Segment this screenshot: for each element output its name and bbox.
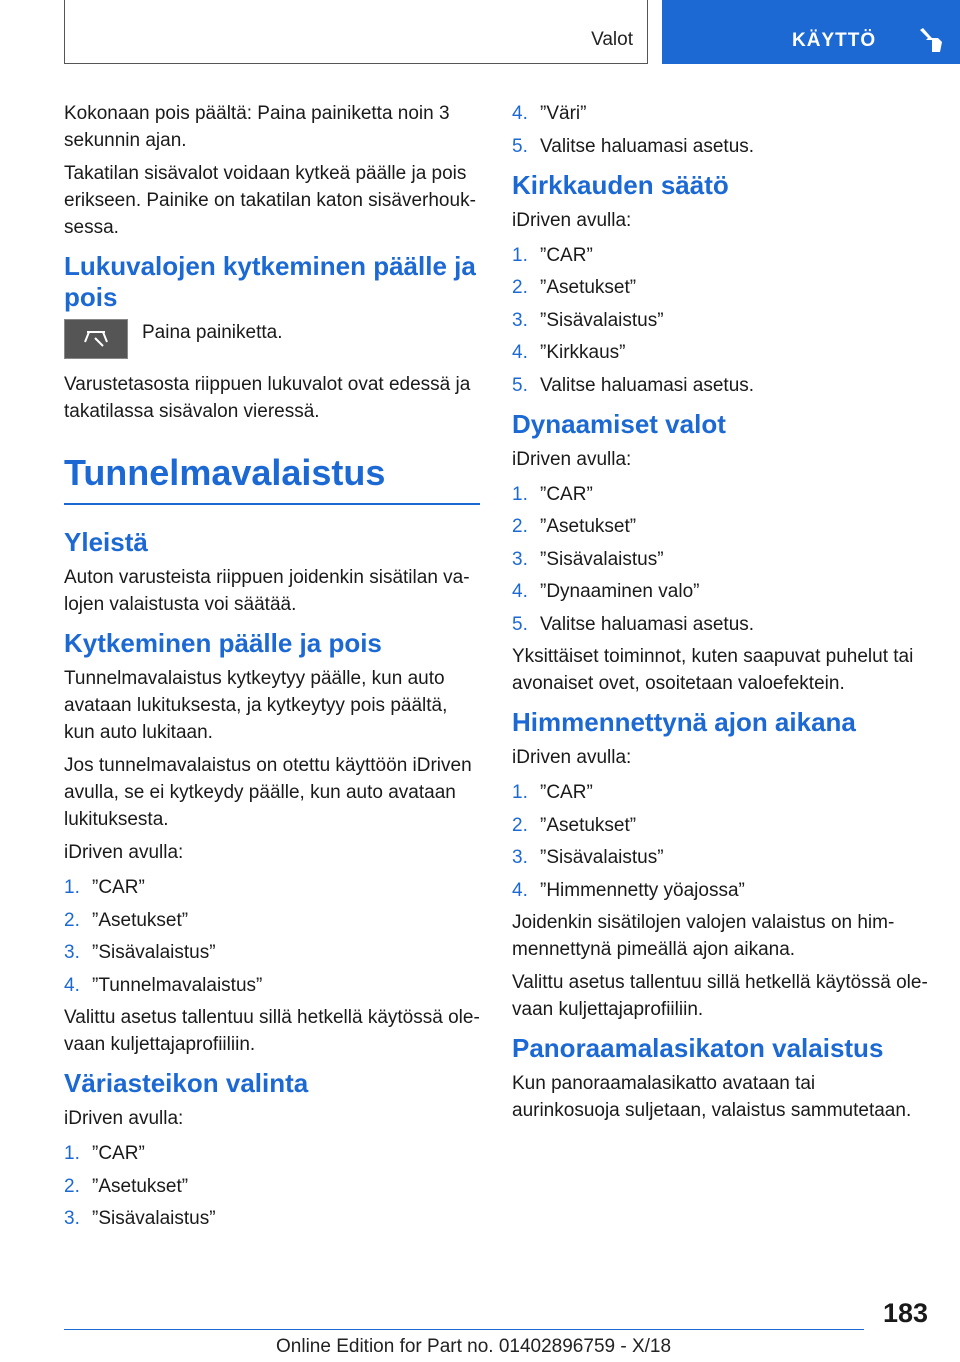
paragraph: Kokonaan pois päältä: Paina painiketta noin 3 sekunnin ajan. — [64, 103, 450, 151]
paragraph: Joidenkin sisätilojen valojen valaistus on himmennettynä pimeällä ajon aikana. — [512, 912, 895, 960]
step-text: ”Asetukset” — [540, 277, 637, 298]
list-item — [512, 779, 928, 806]
steps-list — [64, 874, 480, 999]
list-item — [64, 972, 480, 999]
list-item — [512, 812, 928, 839]
list-item — [512, 133, 928, 160]
steps-list — [64, 1140, 480, 1232]
list-item — [512, 513, 928, 540]
paragraph: Jos tunnelmavalaistus on otettu käyttöön iDriven avulla, se ei kytkeydy päälle, kun auto avataan lukituksesta. — [64, 755, 472, 830]
list-item — [64, 1140, 480, 1167]
paragraph: Yksittäiset toiminnot, kuten saapuvat puhelut tai avonaiset ovet, osoitetaan valoefektein. — [512, 646, 914, 694]
paragraph: Valittu asetus tallentuu sillä hetkellä käytössä olevaan kuljettajaprofiiliin. — [64, 1007, 480, 1055]
footer-divider — [64, 1329, 864, 1330]
list-item — [512, 546, 928, 573]
paragraph: Takatilan sisävalot voidaan kytkeä päälle ja pois erikseen. Painike on takatilan katon sisäverhouksessa. — [64, 163, 476, 238]
step-number: 1. — [512, 782, 528, 803]
heading-panorama-roof-lighting: Panoraamalasikaton valaistus — [512, 1033, 884, 1063]
pointing-hand-icon — [918, 26, 944, 54]
list-item — [512, 242, 928, 269]
step-number: 5. — [512, 613, 528, 635]
step-number: 5. — [512, 135, 528, 157]
list-item — [512, 578, 928, 605]
paragraph: Valittu asetus tallentuu sillä hetkellä käytössä olevaan kuljettajaprofiiliin. — [512, 972, 928, 1020]
paragraph: Auton varusteista riippuen joidenkin sisätilan valojen valaistusta voi säätää. — [64, 567, 470, 615]
step-text: ”Asetukset” — [92, 1175, 189, 1197]
step-number: 5. — [512, 374, 528, 396]
step-number: 4. — [512, 342, 528, 363]
list-item — [64, 874, 480, 901]
step-text: ”Tunnelmavalaistus” — [92, 974, 263, 996]
paragraph: Tunnelmavalaistus kytkeytyy päälle, kun auto avataan lukituksesta, ja kytkeytyy pois päältä, kun auto lukitaan. — [64, 668, 448, 743]
step-number: 3. — [64, 942, 80, 963]
step-number: 1. — [512, 483, 528, 505]
step-number: 1. — [64, 1143, 80, 1164]
step-text: ”CAR” — [92, 1143, 145, 1164]
step-text: ”Sisävalaistus” — [540, 309, 664, 331]
paragraph: iDriven avulla: — [64, 1108, 184, 1129]
button-instruction-text: Paina painiketta. — [142, 322, 283, 343]
list-item — [512, 844, 928, 871]
step-number: 4. — [64, 974, 80, 996]
step-text: Valitse haluamasi asetus. — [540, 613, 755, 635]
step-number: 4. — [512, 879, 528, 901]
heading-reading-lights: Lukuvalojen kytkeminen päälle ja pois — [64, 251, 476, 312]
list-item — [64, 1205, 480, 1232]
list-item — [512, 100, 928, 127]
step-number: 2. — [64, 1175, 80, 1197]
step-text: ”Sisävalaistus” — [92, 942, 216, 963]
header-section-title: Valot — [591, 29, 633, 50]
step-number: 3. — [64, 1208, 80, 1229]
step-number: 3. — [512, 548, 528, 570]
paragraph: iDriven avulla: — [512, 747, 632, 768]
step-text: ”Sisävalaistus” — [540, 548, 664, 570]
heading-dimmed-while-driving: Himmennettynä ajon aikana — [512, 707, 856, 737]
step-text: ”CAR” — [540, 244, 593, 266]
step-number: 2. — [512, 814, 528, 836]
paragraph: iDriven avulla: — [512, 209, 632, 231]
step-text: ”Asetukset” — [540, 814, 637, 836]
step-number: 1. — [64, 877, 80, 898]
steps-list — [512, 481, 928, 638]
heading-switch-on-off: Kytkeminen päälle ja pois — [64, 628, 382, 658]
step-number: 2. — [512, 516, 528, 537]
list-item — [512, 339, 928, 366]
list-item — [512, 274, 928, 301]
list-item — [64, 907, 480, 934]
step-text: ”Dynaaminen valo” — [540, 581, 700, 602]
step-number: 2. — [64, 909, 80, 931]
step-text: ”CAR” — [540, 483, 593, 505]
heading-general: Yleistä — [64, 527, 148, 557]
left-column — [64, 100, 480, 1238]
paragraph: Varustetasosta riippuen lukuvalot ovat edessä ja takatilassa sisävalon vieressä. — [64, 374, 471, 422]
step-text: ”Himmennetty yöajossa” — [540, 879, 745, 901]
step-number: 2. — [512, 277, 528, 298]
list-item — [64, 1173, 480, 1200]
step-number: 4. — [512, 103, 528, 124]
button-instruction — [64, 319, 480, 359]
step-text: ”CAR” — [92, 877, 145, 898]
step-text: Valitse haluamasi asetus. — [540, 374, 755, 396]
paragraph: Kun panoraamalasikatto avataan tai aurinkosuoja suljetaan, valaistus sammutetaan. — [512, 1073, 912, 1121]
page-number: 183 — [882, 1298, 928, 1328]
step-number: 4. — [512, 581, 528, 602]
reading-light-button-icon — [64, 319, 128, 359]
footer-edition: Online Edition for Part no. 01402896759 - X/18 — [276, 1336, 672, 1357]
header-chapter-tab — [662, 0, 960, 64]
steps-list — [512, 100, 928, 160]
step-number: 1. — [512, 244, 528, 266]
heading-dynamic-lights: Dynaamiset valot — [512, 408, 726, 439]
header-section-box — [64, 0, 648, 64]
step-text: ”Väri” — [540, 103, 587, 124]
header-chapter-label: KÄYTTÖ — [792, 30, 877, 51]
list-item — [64, 939, 480, 966]
step-text: ”Asetukset” — [92, 909, 189, 931]
step-text: Valitse haluamasi asetus. — [540, 135, 755, 157]
heading-color-selection: Väriasteikon valinta — [64, 1068, 309, 1098]
paragraph: iDriven avulla: — [64, 842, 184, 863]
paragraph: iDriven avulla: — [512, 448, 632, 470]
step-text: ”Sisävalaistus” — [540, 847, 664, 868]
steps-list — [512, 779, 928, 904]
steps-list — [512, 242, 928, 399]
step-text: ”CAR” — [540, 782, 593, 803]
step-number: 3. — [512, 847, 528, 868]
list-item — [512, 481, 928, 508]
heading-brightness: Kirkkauden säätö — [512, 169, 729, 200]
list-item — [512, 611, 928, 638]
step-number: 3. — [512, 309, 528, 331]
right-column — [512, 100, 928, 1130]
step-text: ”Kirkkaus” — [540, 342, 626, 363]
list-item — [512, 307, 928, 334]
chapter-title: Tunnelmavalaistus — [64, 451, 480, 505]
step-text: ”Sisävalaistus” — [92, 1208, 216, 1229]
list-item — [512, 372, 928, 399]
step-text: ”Asetukset” — [540, 516, 637, 537]
list-item — [512, 877, 928, 904]
